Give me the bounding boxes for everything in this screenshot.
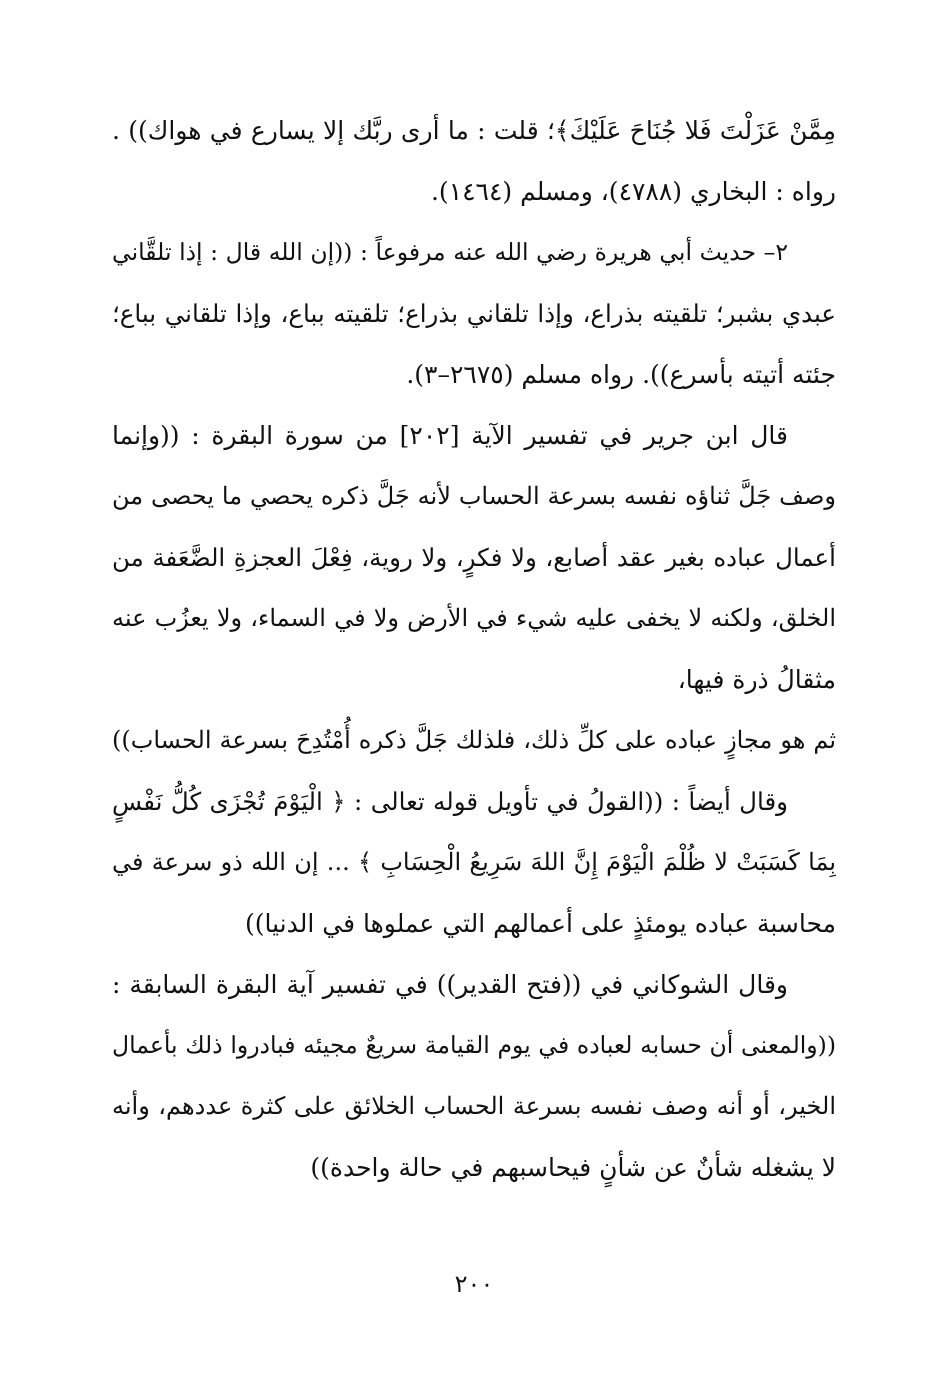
text-line: ٢– حديث أبي هريرة رضي الله عنه مرفوعاً : ((إن الله قال : إذا تلقَّاني (112, 238, 788, 266)
text-line: لا يشغله شأنٌ عن شأنٍ فيحاسبهم في حالة واحدة)) (310, 1153, 836, 1182)
text-line: مثقالُ ذرة فيها، (677, 665, 836, 694)
text-line: رواه : البخاري (٤٧٨٨)، ومسلم (١٤٦٤). (430, 177, 836, 206)
text-line: أعمال عباده بغير عقد أصابع، ولا فكرٍ، ولا روية، فِعْلَ العجزةِ الضَّعَفة من (112, 543, 836, 572)
text-line: محاسبة عباده يومئذٍ على أعمالهم التي عملوها في الدنيا)) (244, 909, 836, 938)
text-line: مِمَّنْ عَزَلْتَ فَلا جُنَاحَ عَلَيْكَ﴾؛ قلت : ما أرى ربَّك إلا يسارع في هواك)) . (112, 116, 836, 145)
text-line: وصف جَلَّ ثناؤه نفسه بسرعة الحساب لأنه جَلَّ ذكره يحصي ما يحصى من (112, 482, 836, 510)
page-body-text (112, 100, 836, 1198)
text-line: عبدي بشبر؛ تلقيته بذراع، وإذا تلقاني بذراع؛ تلقيته بباع، وإذا تلقاني بباع؛ (112, 299, 836, 328)
text-line: قال ابن جرير في تفسير الآية [٢٠٢] من سورة البقرة : ((وإنما (112, 421, 788, 450)
text-line: الخلق، ولكنه لا يخفى عليه شيء في الأرض ولا في السماء، ولا يعزُب عنه (112, 604, 836, 632)
text-line: وقال أيضاً : ((القولُ في تأويل قوله تعالى : ﴿ الْيَوْمَ تُجْزَى كُلُّ نَفْسٍ (112, 787, 788, 816)
text-line: بِمَا كَسَبَتْ لا ظُلْمَ الْيَوْمَ إِنَّ اللهَ سَرِيعُ الْحِسَابِ ﴾ ... إن الله ذو سرعة في (112, 848, 836, 876)
text-line: ((والمعنى أن حسابه لعباده في يوم القيامة سريعٌ مجيئه فبادروا ذلك بأعمال (112, 1031, 836, 1059)
page-number: ٢٠٠ (454, 1270, 494, 1298)
text-line: الخير، أو أنه وصف نفسه بسرعة الحساب الخلائق على كثرة عددهم، وأنه (112, 1092, 836, 1120)
text-line: ثم هو مجازٍ عباده على كلِّ ذلك، فلذلك جَلَّ ذكره أُمْتُدِحَ بسرعة الحساب)) (112, 726, 836, 754)
text-line: وقال الشوكاني في ((فتح القدير)) في تفسير آية البقرة السابقة : (112, 970, 788, 999)
text-line: جئته أتيته بأسرع)). رواه مسلم (٢٦٧٥–٣). (406, 360, 836, 389)
